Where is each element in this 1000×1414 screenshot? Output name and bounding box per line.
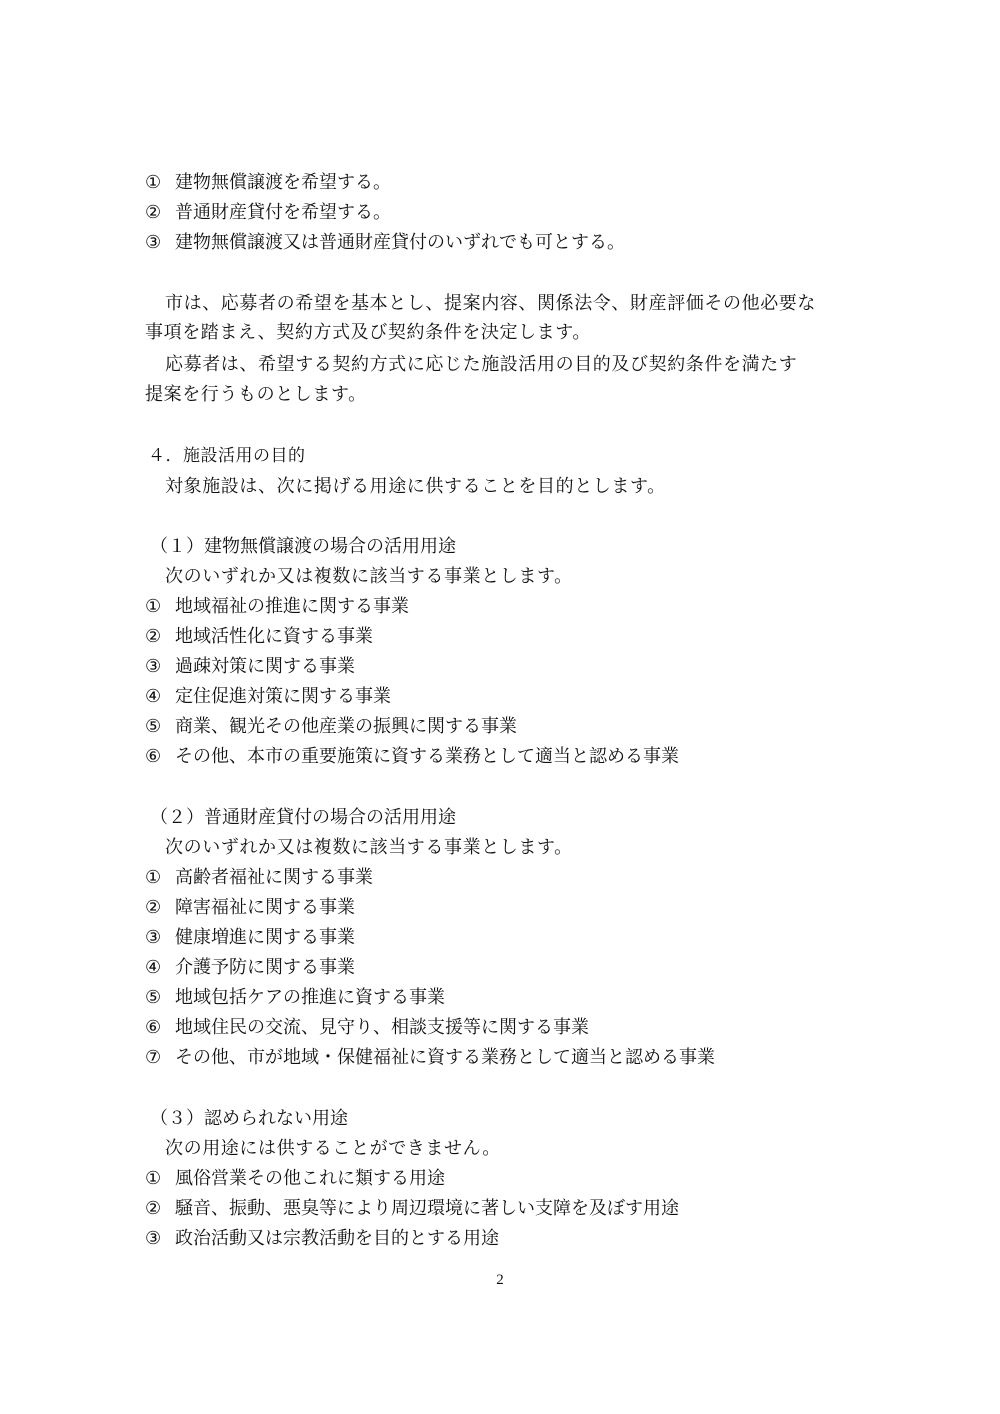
item-number: ③ [145, 232, 162, 253]
item-text: 定住促進対策に関する事業 [175, 686, 391, 707]
paragraph-1-line-2: 事項を踏まえ、契約方式及び契約条件を決定します。 [145, 322, 592, 343]
item-text: その他、本市の重要施策に資する業務として適当と認める事業 [175, 746, 679, 767]
paragraph-1-line-1: 市は、応募者の希望を基本とし、提案内容、関係法令、財産評価その他必要な [165, 293, 816, 314]
item-number: ⑤ [145, 716, 162, 737]
item-text: 介護予防に関する事業 [175, 957, 355, 978]
item-number: ④ [145, 686, 162, 707]
item-number: ⑥ [145, 746, 162, 767]
subsection-heading: （２）普通財産貸付の場合の活用用途 [150, 807, 456, 828]
item-text: 過疎対策に関する事業 [175, 656, 355, 677]
item-text: 建物無償譲渡を希望する。 [175, 172, 391, 193]
item-text: 騒音、振動、悪臭等により周辺環境に著しい支障を及ぼす用途 [175, 1198, 679, 1219]
item-number: ② [145, 202, 162, 223]
item-text: 障害福祉に関する事業 [175, 897, 355, 918]
item-text: 政治活動又は宗教活動を目的とする用途 [175, 1228, 499, 1249]
item-text: 商業、観光その他産業の振興に関する事業 [175, 716, 517, 737]
item-number: ① [145, 867, 162, 888]
subsection-intro: 次のいずれか又は複数に該当する事業とします。 [165, 837, 573, 858]
item-number: ③ [145, 656, 162, 677]
item-number: ③ [145, 1228, 162, 1249]
item-text: 風俗営業その他これに類する用途 [175, 1168, 445, 1189]
item-number: ① [145, 172, 162, 193]
paragraph-2-line-1: 応募者は、希望する契約方式に応じた施設活用の目的及び契約条件を満たす [165, 354, 798, 375]
item-text: 建物無償譲渡又は普通財産貸付のいずれでも可とする。 [175, 232, 625, 253]
item-text: 地域住民の交流、見守り、相談支援等に関する事業 [175, 1017, 589, 1038]
item-number: ① [145, 1168, 162, 1189]
subsection-heading: （３）認められない用途 [150, 1108, 348, 1129]
item-number: ① [145, 596, 162, 617]
subsection-intro: 次の用途には供することができません。 [165, 1138, 501, 1159]
section-heading: ４．施設活用の目的 [148, 446, 306, 466]
item-text: 地域包括ケアの推進に資する事業 [175, 987, 445, 1008]
item-number: ② [145, 897, 162, 918]
item-number: ⑤ [145, 987, 162, 1008]
item-text: 地域福祉の推進に関する事業 [175, 596, 409, 617]
subsection-intro: 次のいずれか又は複数に該当する事業とします。 [165, 566, 573, 587]
item-number: ③ [145, 927, 162, 948]
item-number: ⑥ [145, 1017, 162, 1038]
item-number: ② [145, 626, 162, 647]
item-text: 地域活性化に資する事業 [175, 626, 373, 647]
item-text: 高齢者福祉に関する事業 [175, 867, 373, 888]
item-text: 普通財産貸付を希望する。 [175, 202, 391, 223]
item-number: ④ [145, 957, 162, 978]
page-number: 2 [496, 1272, 504, 1288]
section-intro: 対象施設は、次に掲げる用途に供することを目的とします。 [165, 476, 666, 497]
item-number: ② [145, 1198, 162, 1219]
item-number: ⑦ [145, 1047, 162, 1068]
item-text: 健康増進に関する事業 [175, 927, 355, 948]
item-text: その他、市が地域・保健福祉に資する業務として適当と認める事業 [175, 1047, 715, 1068]
paragraph-2-line-2: 提案を行うものとします。 [145, 384, 367, 405]
subsection-heading: （１）建物無償譲渡の場合の活用用途 [150, 536, 456, 557]
